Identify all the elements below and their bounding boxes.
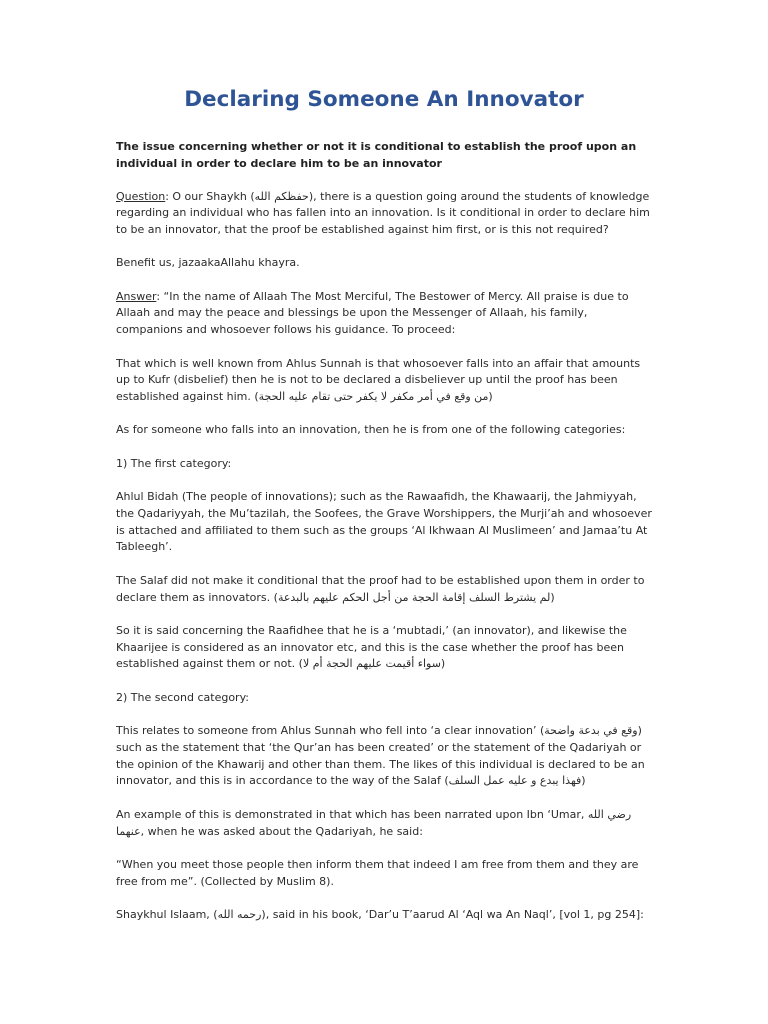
- clear-innovation-paragraph: [116, 723, 656, 790]
- example-arabic: رضي الله عنهما: [116, 807, 632, 838]
- question-pre: : O our Shaykh (: [165, 189, 255, 203]
- quote-paragraph: “When you meet those people then inform them that indeed I am free from them and they are free from me”. (Collected by Muslim 8).: [116, 857, 639, 888]
- answer-paragraph: [116, 289, 656, 339]
- shaykhul-post: ), said in his book, ‘Dar’u T’aarud Al ‘Aql wa An Naql’, [vol 1, pg 254]:: [261, 907, 644, 921]
- clear-innovation-text: This relates to someone from Ahlus Sunnah who fell into ‘a clear innovation’ (: [116, 724, 545, 738]
- question-arabic: حفظكم الله: [254, 189, 309, 203]
- question-label: Question: [116, 189, 166, 203]
- salaf-text: The Salaf did not make it conditional that the proof had to be established upon them in order to declare them as innovators. (: [116, 573, 645, 604]
- document-page: [116, 84, 656, 924]
- kufr-arabic: من وقع في أمر مكفر لا يكفر حتى تقام عليه الحجة: [258, 390, 489, 404]
- benefit-paragraph: Benefit us, jazaakaAllahu khayra.: [116, 256, 300, 270]
- salaf-arabic: لم يشترط السلف إقامة الحجة من أجل الحكم عليهم بالبدعة: [277, 590, 551, 604]
- shaykhul-text: Shaykhul Islaam, (: [116, 907, 218, 921]
- clear-innovation-post: ): [581, 774, 586, 788]
- question-post: ), there is a question going around the students of knowledge regarding an individual who has fallen into an innovation. Is it conditional in order to declare him to be an innovator, that the proof be established against him first, or is this not required?: [116, 189, 650, 237]
- intro-paragraph: The issue concerning whether or not it is conditional to establish the proof upon an individual in order to declare him to be an innovator: [116, 140, 637, 170]
- shaykhul-arabic: رحمه الله: [217, 907, 262, 921]
- clear-innovation-arabic-2: فهذا يبدع و عليه عمل السلف: [448, 774, 582, 788]
- clear-innovation-mid: ) such as the statement that ‘the Qur’an has been created’ or the statement of the Qadariyah or the opinion of the Khawarij and other than them. The likes of this individual is declared to be an innovator, and this is in accordance to the way of the Salaf (: [116, 724, 645, 788]
- example-post: , when he was asked about the Qadariyah, he said:: [140, 824, 423, 838]
- second-category-heading: 2) The second category:: [116, 690, 249, 704]
- kufr-text: That which is well known from Ahlus Sunnah is that whosoever falls into an affair that amounts up to Kufr (disbelief) then he is not to be declared a disbeliever up until the proof has been established against him. (: [116, 356, 641, 404]
- categories-intro-paragraph: As for someone who falls into an innovation, then he is from one of the following categories:: [116, 423, 626, 437]
- kufr-post: ): [488, 390, 493, 404]
- answer-text: : “In the name of Allaah The Most Merciful, The Bestower of Mercy. All praise is due to Allaah and may the peace and blessings be upon the Messenger of Allaah, his family, companions and whosoever follows his guidance. To proceed:: [116, 289, 629, 337]
- page-title: Declaring Someone An Innovator: [184, 87, 584, 112]
- clear-innovation-arabic-1: وقع في بدعة واضحة: [544, 724, 638, 738]
- salaf-paragraph: [116, 573, 656, 607]
- kufr-paragraph: [116, 356, 656, 406]
- salaf-post: ): [550, 590, 555, 604]
- ahlul-bidah-paragraph: Ahlul Bidah (The people of innovations); such as the Rawaafidh, the Khawaarij, the Jahmiyyah, the Qadariyyah, the Mu’tazilah, the Soofees, the Grave Worshippers, the Murji’ah and whosoever is attached and affiliated to them such as the groups ‘Al Ikhwaan Al Muslimeen’ and Jamaa’tu At Tableegh’.: [116, 490, 652, 554]
- example-paragraph: [116, 807, 656, 841]
- raafidhee-arabic: سواء أقيمت عليهم الحجة أم لا: [302, 657, 441, 671]
- shaykhul-paragraph: [116, 907, 656, 924]
- raafidhee-text: So it is said concerning the Raafidhee that he is a ‘mubtadi,’ (an innovator), and likewise the Khaarijee is considered as an innovator etc, and this is the case whether the proof has been established against them or not. (: [116, 623, 627, 671]
- raafidhee-paragraph: [116, 623, 656, 673]
- question-paragraph: [116, 189, 656, 239]
- first-category-heading: 1) The first category:: [116, 456, 232, 470]
- answer-label: Answer: [116, 289, 157, 303]
- raafidhee-post: ): [440, 657, 446, 671]
- example-text: An example of this is demonstrated in that which has been narrated upon Ibn ‘Umar,: [116, 807, 588, 821]
